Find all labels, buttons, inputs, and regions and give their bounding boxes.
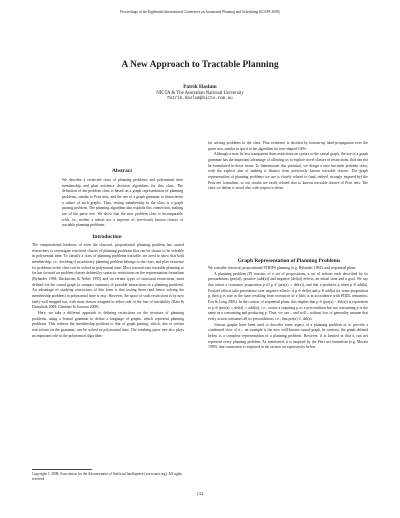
intro-paragraph: The computational hardness of even the classical, propositional planning problem has caused researchers to investigate restricted classes of planning problems that can be shown to be solvable in polynomial time. To classify a class of planning problems tractable, we need to show that both membership, i.e., deciding if an arbitrary planning problem belongs to the class, and plan existence for problems in the class can be solved in polynomial time. Most research into tractable planning so far has focused on problem classes defined by syntactic restrictions on the representation formalism (Bylander 1994; Bäckström & Nebel 1995) and on certain types of structural restrictions, most defined via the causal graph (a compact summary of possible interactions in a planning problem). An advantage of studying restrictions of this form is that testing them (and hence solving the membership problem) in polynomial time is easy. However, the space of such restrictions is by now fairly well mapped out, with most classes assigned to either side of the line of tractability (Katz & Domshlak 2008; Giménez & Jonsson 2008).: [32, 243, 184, 310]
introduction-body: [32, 243, 184, 339]
copyright-notice: Copyright © 2008, Association for the Advancement of Artificial Intelligence (www.aaai.org). All rights reserved.: [32, 472, 182, 481]
intro-paragraph: Here, we take a different approach to defining restrictions on the structure of planning problems, using a formal grammar to define a language of graphs, which represent planning problems. This reduces the membership problem to that of graph parsing, which, due to certain restrictions on the grammar, can be solved in polynomial time. The resulting parse tree also plays an important role in the polynomial algorithm: [32, 310, 184, 338]
author-affiliation: NICTA & The Australian National University: [156, 91, 244, 96]
abstract-text: We describe a restricted class of planning problems and polynomial time membership and plan existence decision algorithms for this class. The definition of the problem class is based on a graph representation of planning problems, similar to Petri nets, and the use of a graph grammar to characterise a subset of such graphs. Thus, testing membership in the class is a graph parsing problem. The planning algorithm also exploits this connection, making use of the parse tree. We show that the new problem class is incomparable with, i.e., neither a subset nor a superset of, previously known classes of tractable planning problems.: [62, 178, 183, 228]
proceedings-header: Proceedings of the Eighteenth International Conference on Automated Planning and Scheduling (ICAPS 2008): [120, 10, 280, 14]
graph-section-heading: Graph Representation of Planning Problems: [237, 258, 341, 264]
body-paragraph: Although it may be less transparent than restrictions on syntax or the causal graph, the use of a graph grammar has the important advantage of allowing us to explore novel classes of restrictions, that can not be formulated in those terms. To demonstrate this potential, we design a new tractable problem class, with the explicit aim of making it distinct from previously known tractable classes. The graph representation of planning problems we use is closely related to (and, indeed, strongly inspired by) the Petri net formalism, so our results are easily related also to known tractable classes of Petri nets. The class we define is novel also with respect to them.: [208, 152, 368, 191]
author-email: Patrik.Haslum@nicta.com.au: [167, 97, 233, 101]
abstract-heading: Abstract: [111, 168, 133, 174]
footnote-rule: [32, 469, 92, 470]
body-paragraph: Various graphs have been used to describe some aspect of a planning problem or to provide a condensed view of it – an example is the now well-known causal graph. In contrast, the graph defined below is a complete representation of a planning problem. However, it is limited in that it can not represent every planning problem. As mentioned, it is inspired by the Petri net formalism (e.g. Murata 1989): that connection is explored in the section on expressivity below.: [208, 322, 368, 350]
graph-section-body: [208, 266, 368, 351]
body-paragraph: for solving problems in the class. Plan existence is decided by bottom-up label-propagation over the parse tree, similar in spirit to the algorithm for tree-shaped CSPs.: [208, 141, 368, 151]
page-number: 132: [196, 491, 204, 496]
paper-title: A New Approach to Tractable Planning: [121, 60, 279, 70]
body-paragraph: A planning problem (P) consists of a set of propositions, a set of actions each described by its preconditions (pre(a)), positive (add(a)) and negative (del(a)) effects, an initial state and a goal. We say that action a consumes proposition p iff p ∈ (pre(a) ∩ del(a)), and that a produces p when p ∈ add(a). Positive effects take precedence over negative effects: if p ∈ del(a) and p ∈ add(a) for some proposition p, then p is true in the state resulting from execution of a (this is in accordance with PDDL semantics; Fox & Long 2003). In the context of sequential plans, this implies that p ∈ (pre(a) − del(a)) is equivalent to p ∈ (pre(a) ∩ del(a) ∩ add(a)), i.e., action a requiring p as a precondition but not consuming p is the same as a consuming and producing p. Thus, we can – and will – without loss of generality assume that every action consumes all its preconditions, i.e., that pre(a) ⊂ del(a).: [208, 271, 368, 321]
right-column-continuation: [208, 141, 368, 192]
introduction-heading: Introduction: [92, 234, 122, 240]
body-paragraph: We consider classical, propositional STRIPS planning (e.g. Bylander 1994), and sequential plans.: [208, 266, 357, 270]
author-name: Patrik Haslum: [183, 84, 217, 90]
